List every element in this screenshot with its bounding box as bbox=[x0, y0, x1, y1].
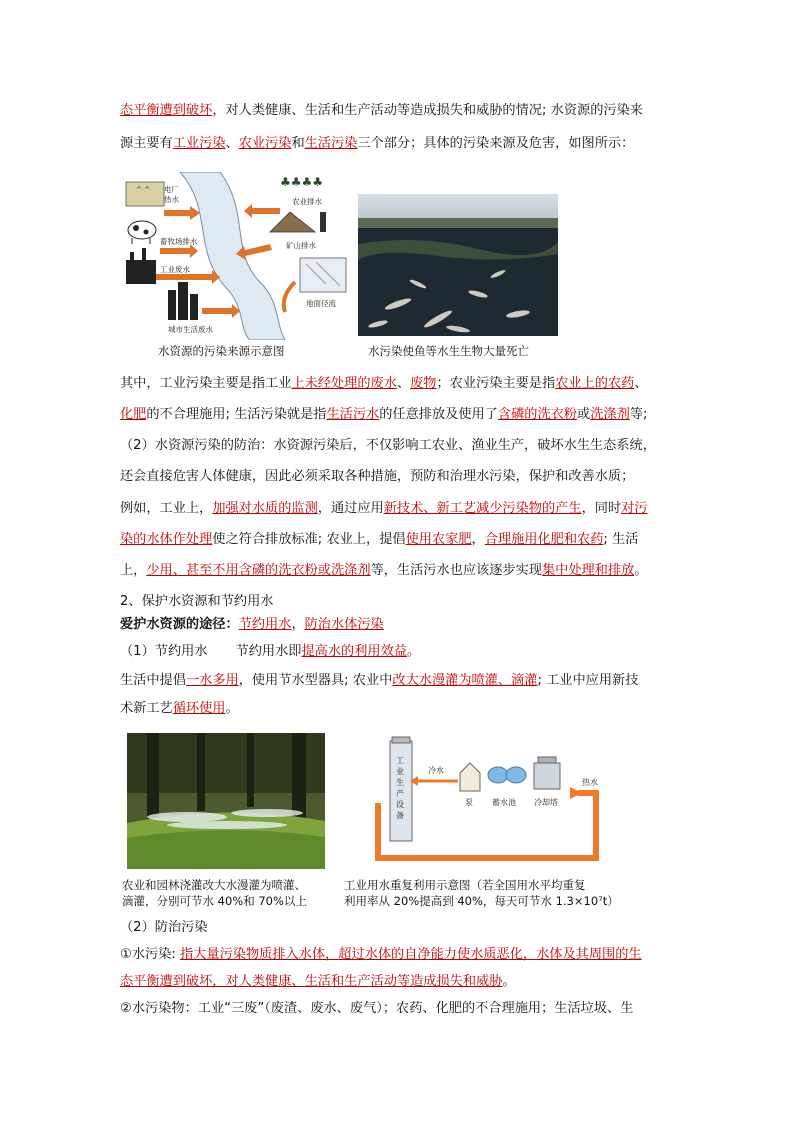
svg-text:热水: 热水 bbox=[164, 195, 179, 204]
highlight-text: 工业污染 bbox=[172, 136, 226, 151]
highlight-text: 废物 bbox=[410, 376, 437, 391]
svg-text:矿山排水: 矿山排水 bbox=[286, 241, 316, 250]
cow-icon bbox=[128, 221, 156, 239]
text-span: ， bbox=[291, 617, 305, 632]
svg-text:电厂: 电厂 bbox=[164, 185, 179, 194]
factory-icon bbox=[126, 260, 156, 284]
text-line: 还会直接危害人体健康，因此必须采取各种措施，预防和治理水污染，保护和改善水质； bbox=[120, 469, 635, 484]
svg-text:生: 生 bbox=[396, 778, 404, 787]
figure-caption: 利用率从 20%提高到 40%，每天可节水 1.3×10⁷t） bbox=[344, 894, 619, 908]
text-span: 等; bbox=[629, 407, 648, 422]
text-span: 或 bbox=[577, 407, 591, 422]
section-heading: 2、保护水资源和节约用水 bbox=[120, 594, 274, 609]
text-line bbox=[120, 615, 680, 635]
highlight-text: 新技术、新工艺减少污染物的产生 bbox=[383, 501, 582, 516]
svg-text:农业排水: 农业排水 bbox=[292, 197, 322, 206]
svg-text:工业废水: 工业废水 bbox=[160, 265, 190, 274]
highlight-text: 节约用水 bbox=[238, 617, 292, 632]
svg-text:业: 业 bbox=[396, 767, 404, 776]
pollution-source-diagram bbox=[120, 172, 352, 340]
text-span: 源主要有 bbox=[120, 136, 173, 151]
text-line bbox=[120, 699, 680, 719]
highlight-text: 加强对水质的监测 bbox=[212, 501, 318, 516]
text-line bbox=[120, 374, 680, 394]
highlight-text: 合理施用化肥和农药 bbox=[484, 532, 604, 547]
highlight-text: 使用农家肥 bbox=[405, 532, 472, 547]
text-span: 、 bbox=[634, 376, 648, 391]
runoff-icon bbox=[300, 258, 346, 292]
text-span: 。 bbox=[225, 701, 239, 716]
highlight-text: 洗涤剂 bbox=[590, 407, 630, 422]
text-span: ; 生活 bbox=[603, 532, 639, 547]
text-span: ，同时 bbox=[581, 501, 622, 516]
cooling-tower-icon bbox=[534, 763, 560, 789]
figure-caption: 滴灌，分别可节水 40%和 70%以上 bbox=[122, 894, 307, 908]
figure-caption: 水资源的污染来源示意图 bbox=[158, 344, 285, 358]
text-span: （1）节约用水 bbox=[120, 644, 208, 659]
svg-text:^ ^: ^ ^ bbox=[136, 186, 150, 194]
text-span: ，使用节水型器具; 农业中 bbox=[238, 673, 393, 688]
svg-text:冷水: 冷水 bbox=[428, 766, 444, 775]
highlight-text: 生活污染 bbox=[304, 136, 358, 151]
highlight-text: 态平衡遭到破坏 bbox=[120, 103, 213, 118]
highlight-text: 态平衡遭到破坏，对人类健康、生活和生产活动等造成损失和威胁 bbox=[120, 974, 503, 989]
sprinkler-photo bbox=[127, 733, 325, 869]
highlight-text: 集中处理和排放 bbox=[542, 563, 635, 578]
highlight-text: 少用、甚至不用含磷的洗衣粉或洗涤剂 bbox=[146, 563, 371, 578]
highlight-text: 循环使用 bbox=[172, 701, 226, 716]
svg-text:设: 设 bbox=[396, 800, 404, 809]
text-span: ，对人类健康、生活和生产活动等造成损失和威胁的情况; 水资源的污染来 bbox=[212, 103, 643, 118]
text-span: ， bbox=[471, 532, 485, 547]
water-reuse-diagram bbox=[358, 733, 616, 869]
text-span: 。 bbox=[406, 644, 421, 659]
text-span: ，通过应用 bbox=[317, 501, 384, 516]
dead-fish-photo bbox=[358, 194, 558, 336]
svg-text:产: 产 bbox=[396, 789, 404, 798]
text-span: 例如，工业上， bbox=[120, 501, 213, 516]
svg-text:冷却塔: 冷却塔 bbox=[534, 798, 558, 807]
svg-text:备: 备 bbox=[396, 811, 404, 820]
text-line bbox=[120, 561, 680, 581]
text-span: ; 工业中应用新技 bbox=[537, 673, 639, 688]
text-span: 使之符合排放标准; 农业上，提倡 bbox=[212, 532, 406, 547]
highlight-text: 农业上的农药 bbox=[555, 376, 635, 391]
figure-caption: 工业用水重复利用示意图（若全国用水平均重复 bbox=[344, 878, 586, 892]
text-line: （2）水资源污染的防治：水资源污染后，不仅影响工农业、渔业生产，破坏水生生态系统， bbox=[120, 438, 656, 453]
highlight-text: 防治水体污染 bbox=[304, 617, 384, 632]
text-line: ②水污染物：工业“三废”（废渣、废水、废气）；农药、化肥的不合理施用；生活垃圾、生 bbox=[120, 1001, 634, 1016]
highlight-text: 生活污水 bbox=[326, 407, 380, 422]
text-span: 生活中提倡 bbox=[120, 673, 186, 688]
figure-caption: 农业和园林浇灌改大水漫灌为喷灌、 bbox=[122, 878, 306, 892]
highlight-text: 对污 bbox=[621, 501, 648, 516]
text-span: 上， bbox=[120, 563, 147, 578]
text-span: 。 bbox=[634, 563, 648, 578]
svg-text:工: 工 bbox=[396, 756, 404, 765]
text-span: 的任意排放及使用了 bbox=[379, 407, 498, 422]
text-span: 。 bbox=[502, 974, 516, 989]
bold-label: 爱护水资源的途径： bbox=[120, 617, 239, 632]
svg-text:蓄水池: 蓄水池 bbox=[492, 798, 516, 807]
figure-caption: 水污染使鱼等水生生物大量死亡 bbox=[368, 344, 529, 358]
highlight-text: 上未经处理的废水 bbox=[291, 376, 397, 391]
highlight-text: 指大量污染物质排入水体，超过水体的自净能力使水质恶化，水体及其周围的生 bbox=[180, 947, 642, 962]
text-line bbox=[120, 499, 680, 519]
text-line bbox=[120, 972, 680, 992]
section-heading: （2）防治污染 bbox=[120, 920, 208, 935]
svg-text:热水: 热水 bbox=[582, 778, 598, 787]
svg-text:泵: 泵 bbox=[465, 798, 473, 807]
svg-text:畜牧场排水: 畜牧场排水 bbox=[160, 237, 198, 246]
text-span: 节约用水即 bbox=[235, 644, 302, 659]
highlight-text: 改大水漫灌为喷灌、滴灌 bbox=[392, 673, 538, 688]
highlight-text: 提高水的利用效益 bbox=[301, 644, 407, 659]
text-span: ；农业污染主要是指 bbox=[436, 376, 556, 391]
svg-text:城市生活废水: 城市生活废水 bbox=[168, 325, 213, 334]
text-span: 和 bbox=[291, 136, 305, 151]
text-span: 、 bbox=[225, 136, 239, 151]
svg-text:地面径流: 地面径流 bbox=[306, 299, 336, 308]
text-span: 术新工艺 bbox=[120, 701, 173, 716]
text-span: 三个部分；具体的污染来源及危害，如图所示： bbox=[357, 136, 635, 151]
text-line bbox=[120, 405, 680, 425]
text-line bbox=[120, 642, 680, 662]
tree-icon: ♣♣♣♣ bbox=[280, 175, 324, 189]
text-span: 其中，工业污染主要是指工业 bbox=[120, 376, 292, 391]
highlight-text: 含磷的洗衣粉 bbox=[497, 407, 578, 422]
text-span: 等，生活污水也应该逐步实现 bbox=[370, 563, 542, 578]
highlight-text: 化肥 bbox=[120, 407, 147, 422]
highlight-text: 农业污染 bbox=[238, 136, 292, 151]
pool-icon bbox=[488, 767, 508, 783]
text-span: 、 bbox=[396, 376, 411, 391]
text-span: 的不合理施用; 生活污染就是指 bbox=[146, 407, 327, 422]
text-line bbox=[120, 671, 680, 691]
text-line bbox=[120, 945, 680, 965]
text-line bbox=[120, 530, 680, 550]
text-span: ①水污染: bbox=[120, 947, 181, 962]
text-line bbox=[120, 134, 680, 154]
highlight-text: 一水多用 bbox=[185, 673, 239, 688]
city-icon bbox=[168, 290, 176, 320]
text-line bbox=[120, 101, 680, 121]
highlight-text: 染的水体作处理 bbox=[120, 532, 213, 547]
